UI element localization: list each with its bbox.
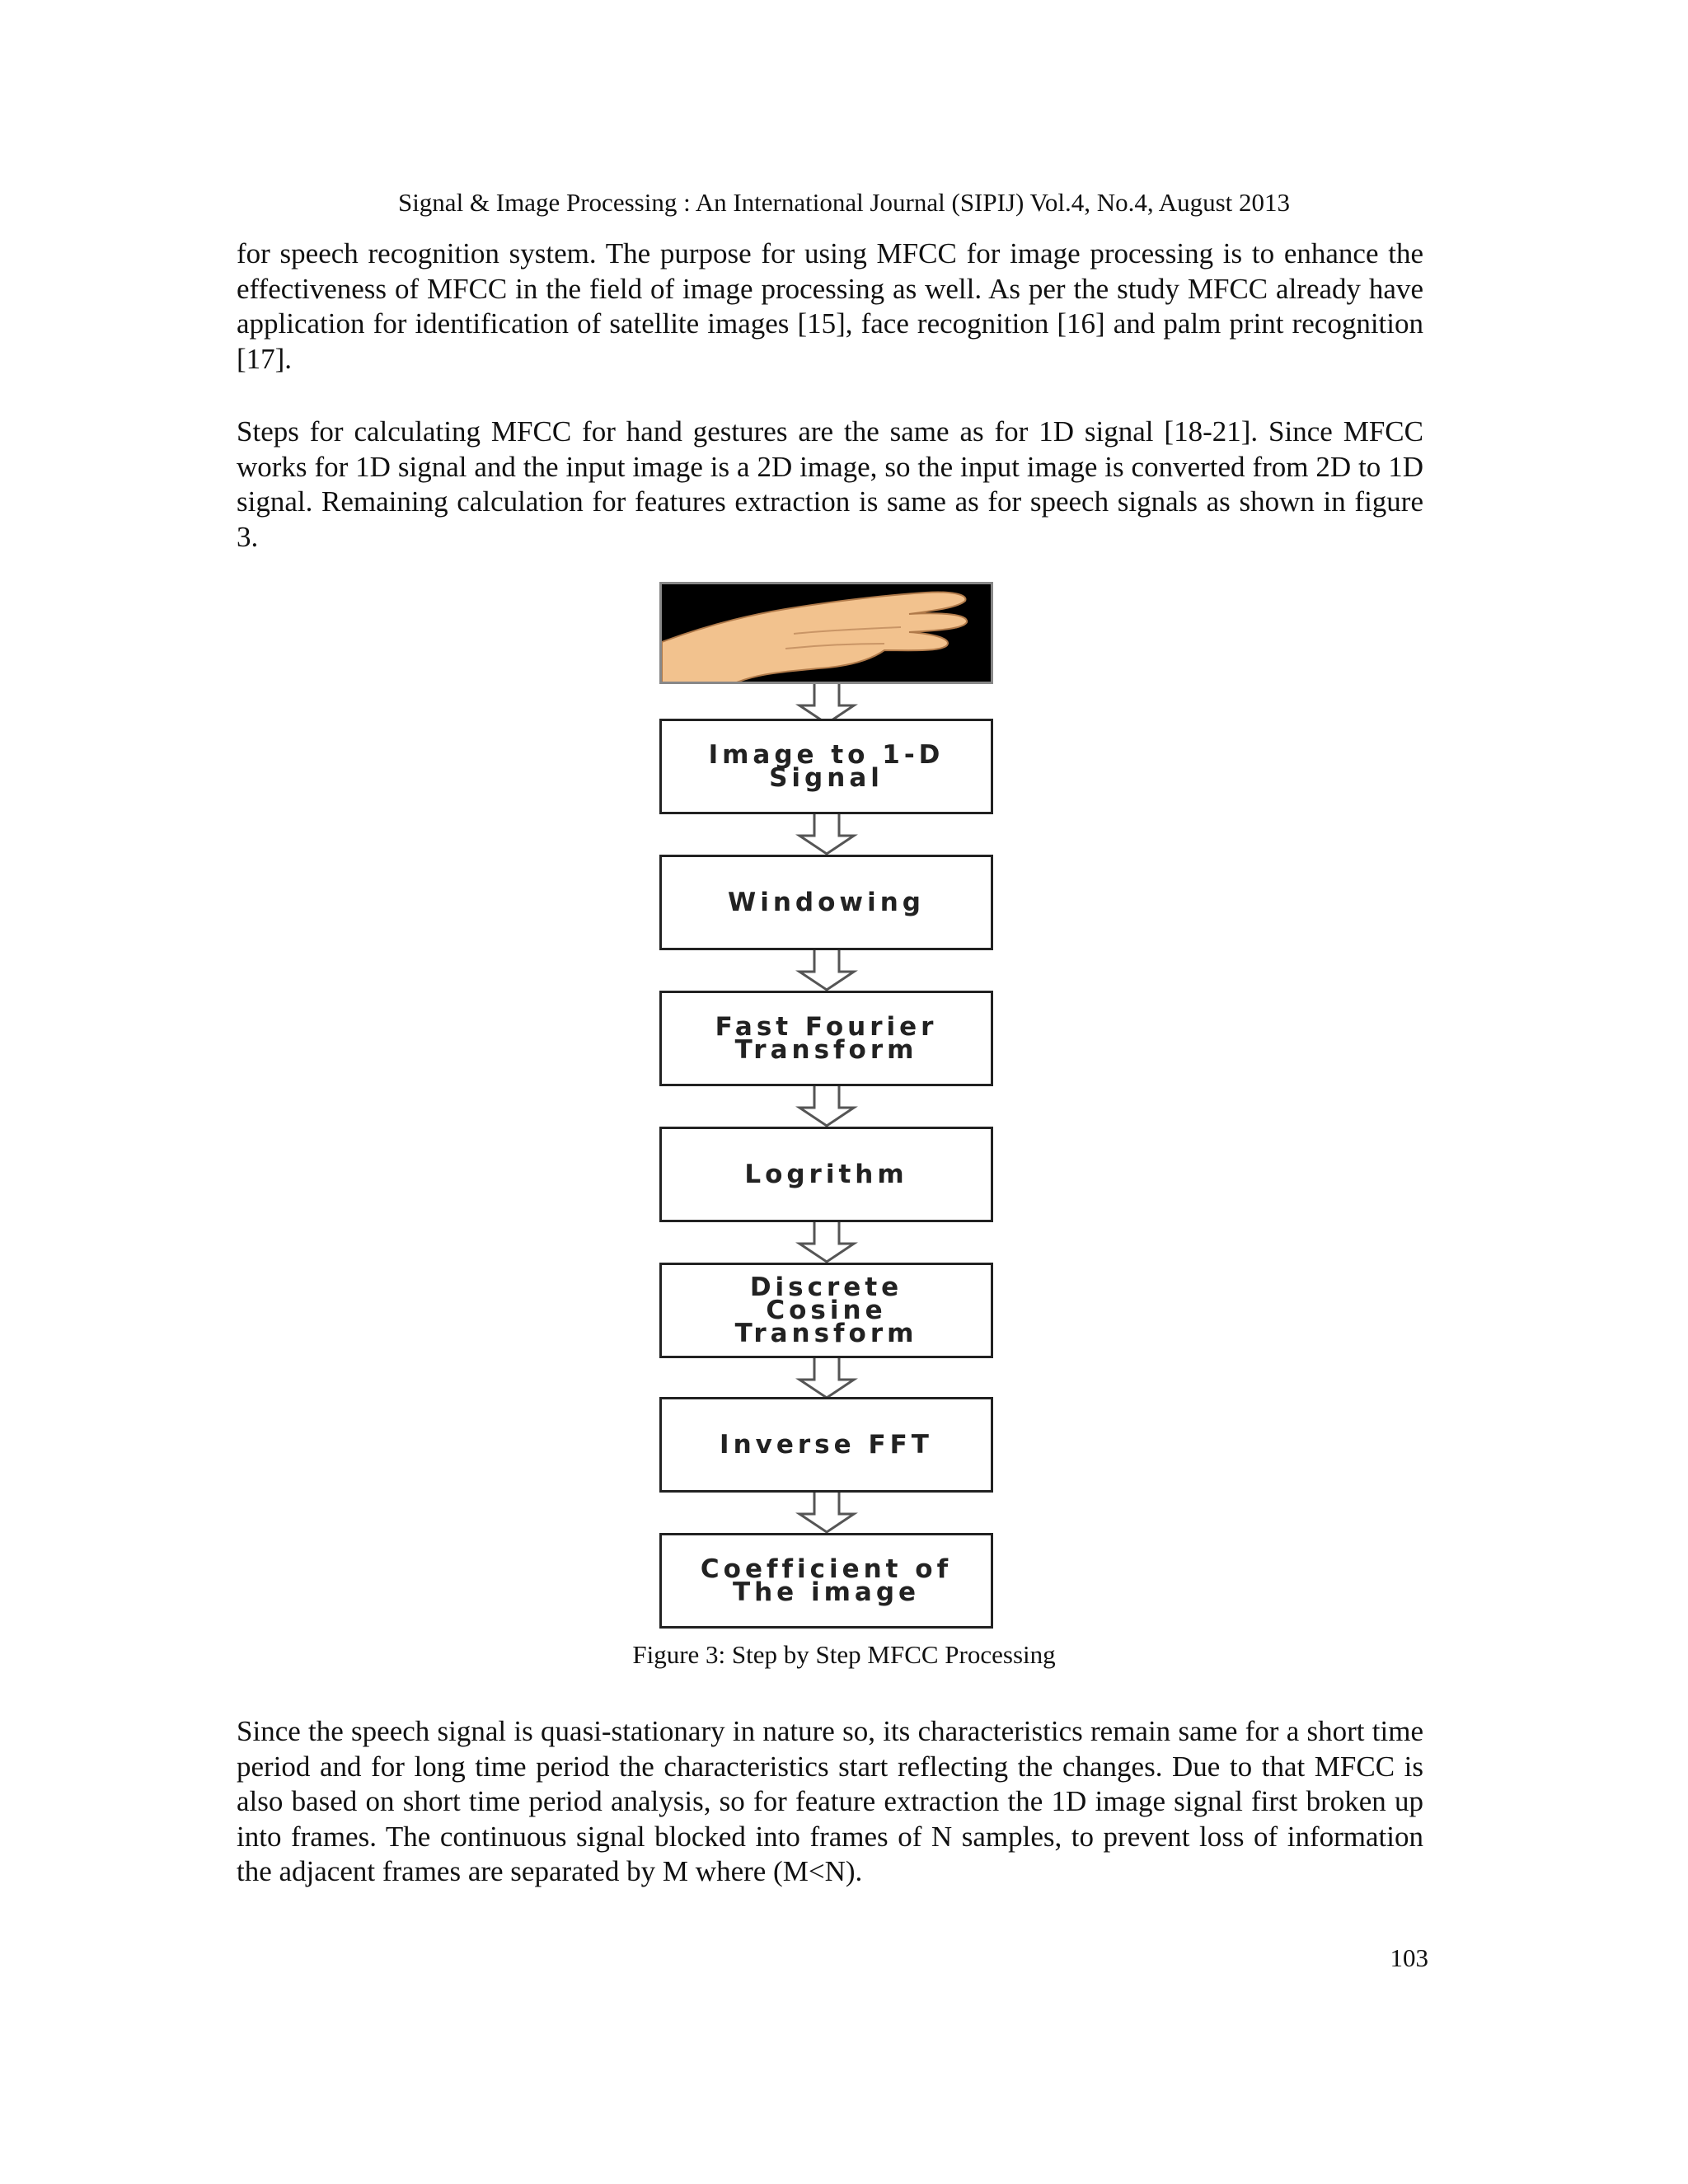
figure-caption: Figure 3: Step by Step MFCC Processing [632, 1640, 1056, 1669]
hand-gesture-image [659, 582, 993, 684]
running-header: Signal & Image Processing : An International Journal (SIPIJ) Vol.4, No.4, August 2013 [397, 188, 1291, 217]
step-inverse-fft: Inverse FFT [659, 1397, 993, 1493]
step-fast-fourier-transform: Fast Fourier Transform [659, 991, 993, 1086]
step-logrithm: Logrithm [659, 1127, 993, 1222]
down-arrow-icon [791, 1358, 862, 1399]
step-discrete-cosine-transform: Discrete Cosine Transform [659, 1263, 993, 1358]
step-image-to-1d-signal: Image to 1-D Signal [659, 719, 993, 814]
step-windowing: Windowing [659, 855, 993, 950]
down-arrow-icon [791, 814, 862, 855]
paragraph-3: Since the speech signal is quasi-stationary in nature so, its characteristics remain same for a short time period and for long time period the characteristics start reflecting the changes. Due to that MFCC is also based on short time period analysis, so for feature extraction the 1D image signal first broken up into frames. The continuous signal blocked into frames of N samples, to prevent loss of information the adjacent frames are separated by M where (M<N). [237, 1715, 1423, 1887]
down-arrow-icon [791, 1493, 862, 1534]
down-arrow-icon [791, 950, 862, 991]
down-arrow-icon [791, 1086, 862, 1127]
down-arrow-icon [791, 1222, 862, 1263]
page-number: 103 [1390, 1943, 1428, 1972]
hand-icon [662, 584, 993, 684]
paragraph-2: Steps for calculating MFCC for hand gestures are the same as for 1D signal [18-21]. Since MFCC works for 1D signal and the input image is a 2D image, so the input image is converted from 2D to 1D signal. Remaining calculation for features extraction is same as for speech signals as shown in figure 3. [237, 415, 1423, 553]
step-coefficient-of-the-image: Coefficient of The image [659, 1533, 993, 1629]
paragraph-1: for speech recognition system. The purpose for using MFCC for image processing is to enhance the effectiveness of MFCC in the field of image processing as well. As per the study MFCC already have application for identification of satellite images [15], face recognition [16] and palm print recognition [17]. [237, 237, 1423, 375]
